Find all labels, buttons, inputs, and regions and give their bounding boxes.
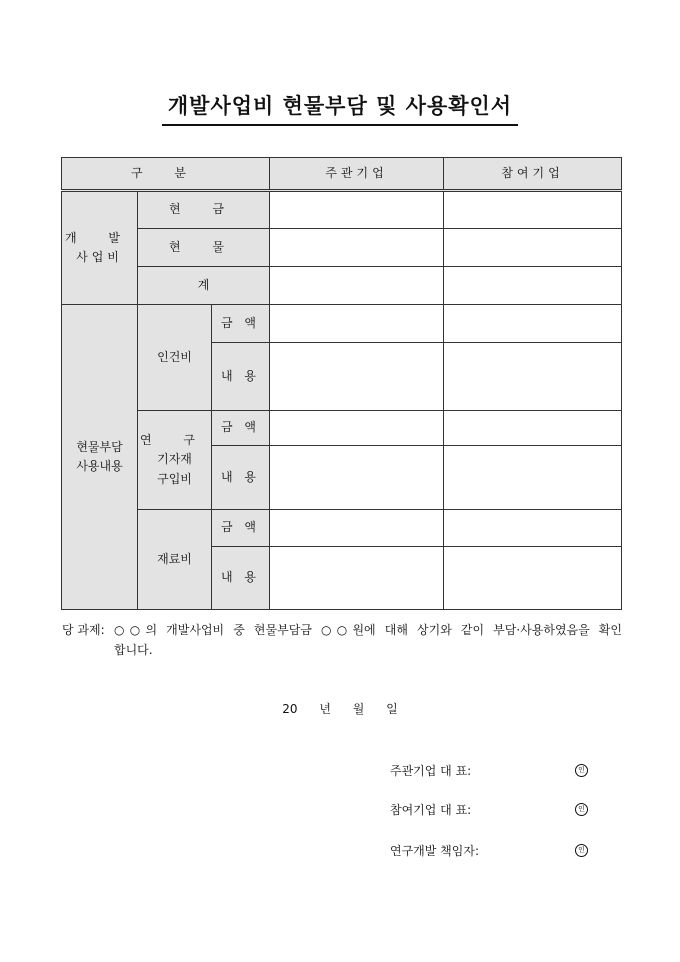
date-line: 20 년 월 일 — [282, 702, 398, 716]
cell-cash-host[interactable] — [270, 191, 444, 229]
group-labor — [138, 305, 212, 411]
row-cash: 현 금 — [138, 191, 270, 229]
cell-cash-participant[interactable] — [444, 191, 622, 229]
cell-labor-amount-participant[interactable] — [444, 305, 622, 343]
cell-materials-amount-participant[interactable] — [444, 510, 622, 547]
note-line1: ○○의 개발사업비 중 현물부담금 ○○원에 대해 상기와 같이 부담·사용하였음을 확인 — [114, 623, 622, 637]
note-line2: 합니다. — [114, 643, 153, 657]
labor-amount-label: 금 액 — [212, 305, 270, 343]
group-equipment-line2: 기자재 — [157, 452, 192, 467]
group-materials — [138, 510, 212, 610]
inkind-usage-label-line2: 사용내용 — [76, 459, 123, 473]
group-equipment-line1: 연 구 — [140, 433, 209, 448]
cell-equipment-amount-participant[interactable] — [444, 411, 622, 446]
signature-host-label: 주관기업 대 표: — [390, 764, 472, 778]
cell-materials-content-host[interactable] — [270, 547, 444, 610]
seal-researcher-icon: 인 — [575, 844, 588, 857]
cell-labor-content-participant[interactable] — [444, 343, 622, 411]
cell-materials-content-participant[interactable] — [444, 547, 622, 610]
header-category: 구 분 — [62, 158, 270, 191]
dev-cost-label-line2: 사업비 — [76, 250, 123, 264]
equipment-amount-label: 금 액 — [212, 411, 270, 446]
confirmation-table — [61, 157, 622, 610]
cell-equipment-amount-host[interactable] — [270, 411, 444, 446]
note-label: 당 과제: — [62, 623, 105, 637]
cell-labor-amount-host[interactable] — [270, 305, 444, 343]
signature-researcher-label: 연구개발 책임자: — [390, 844, 480, 858]
header-participant: 참여기업 — [444, 158, 622, 191]
cell-total-participant[interactable] — [444, 267, 622, 305]
group-equipment-line3: 구입비 — [157, 471, 192, 486]
dev-cost-label — [62, 191, 138, 305]
group-labor-line1: 인건비 — [157, 349, 192, 364]
cell-inkind-host[interactable] — [270, 229, 444, 267]
materials-amount-label: 금 액 — [212, 510, 270, 547]
document-title: 개발사업비 현물부담 및 사용확인서 — [162, 90, 518, 126]
cell-materials-amount-host[interactable] — [270, 510, 444, 547]
cell-inkind-participant[interactable] — [444, 229, 622, 267]
equipment-content-label: 내 용 — [212, 446, 270, 510]
signature-participant-label: 참여기업 대 표: — [390, 803, 472, 817]
cell-total-host[interactable] — [270, 267, 444, 305]
inkind-usage-label-line1: 현물부담 — [76, 439, 123, 454]
header-host: 주관기업 — [270, 158, 444, 191]
seal-participant-icon: 인 — [575, 803, 588, 816]
inkind-usage-label — [62, 305, 138, 610]
row-inkind: 현 물 — [138, 229, 270, 267]
document-title-wrap — [0, 90, 680, 126]
group-materials-line1: 재료비 — [157, 551, 192, 566]
dev-cost-label-line1: 개 발 — [65, 230, 134, 245]
labor-content-label: 내 용 — [212, 343, 270, 411]
seal-host-icon: 인 — [575, 764, 588, 777]
materials-content-label: 내 용 — [212, 547, 270, 610]
cell-equipment-content-participant[interactable] — [444, 446, 622, 510]
cell-equipment-content-host[interactable] — [270, 446, 444, 510]
cell-labor-content-host[interactable] — [270, 343, 444, 411]
row-total: 계 — [138, 267, 270, 305]
group-equipment — [138, 411, 212, 510]
